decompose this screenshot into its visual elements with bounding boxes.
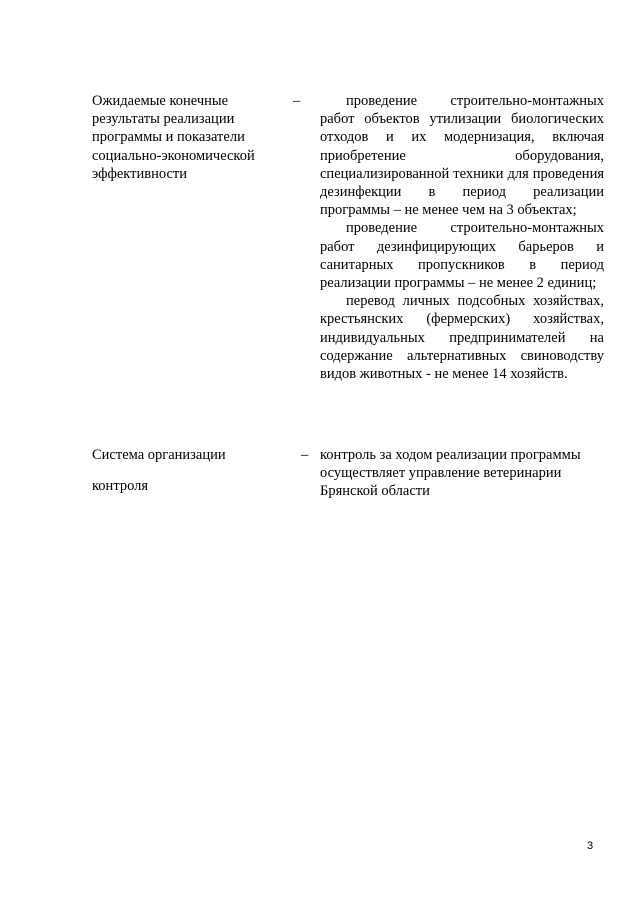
- result-item-facilities: проведение строительно-монтажных работ объектов утилизации биологических отходов и их модернизация, включая приобретение оборудования, специализированной техники для проведения дезинфекции в период реализации программы – не менее чем на 3 объектах;: [320, 93, 604, 219]
- control-system-label-line2: контроля: [92, 478, 149, 494]
- control-system-content: [320, 446, 604, 501]
- control-system-text: контроль за ходом реализации программы осуществляет управление ветеринарии Брянской области: [320, 447, 581, 500]
- expected-results-dash: –: [293, 93, 301, 109]
- control-system-dash: –: [301, 447, 309, 463]
- expected-results-label: Ожидаемые конечные результаты реализации программы и показатели социально-экономической эффективности: [92, 93, 255, 182]
- result-item-households: перевод личных подсобных хозяйствах, крестьянских (фермерских) хозяйствах, индивидуальных предпринимателей на содержание альтернативных свиноводству видов животных - не менее 14 хозяйств.: [320, 293, 604, 383]
- result-item-barriers: проведение строительно-монтажных работ дезинфицирующих барьеров и санитарных пропускников в период реализации программы – не менее 2 единиц;: [320, 220, 604, 292]
- expected-results-content: [320, 92, 604, 383]
- page-number: 3: [587, 840, 594, 852]
- control-system-label-line1: Система организации: [92, 447, 226, 463]
